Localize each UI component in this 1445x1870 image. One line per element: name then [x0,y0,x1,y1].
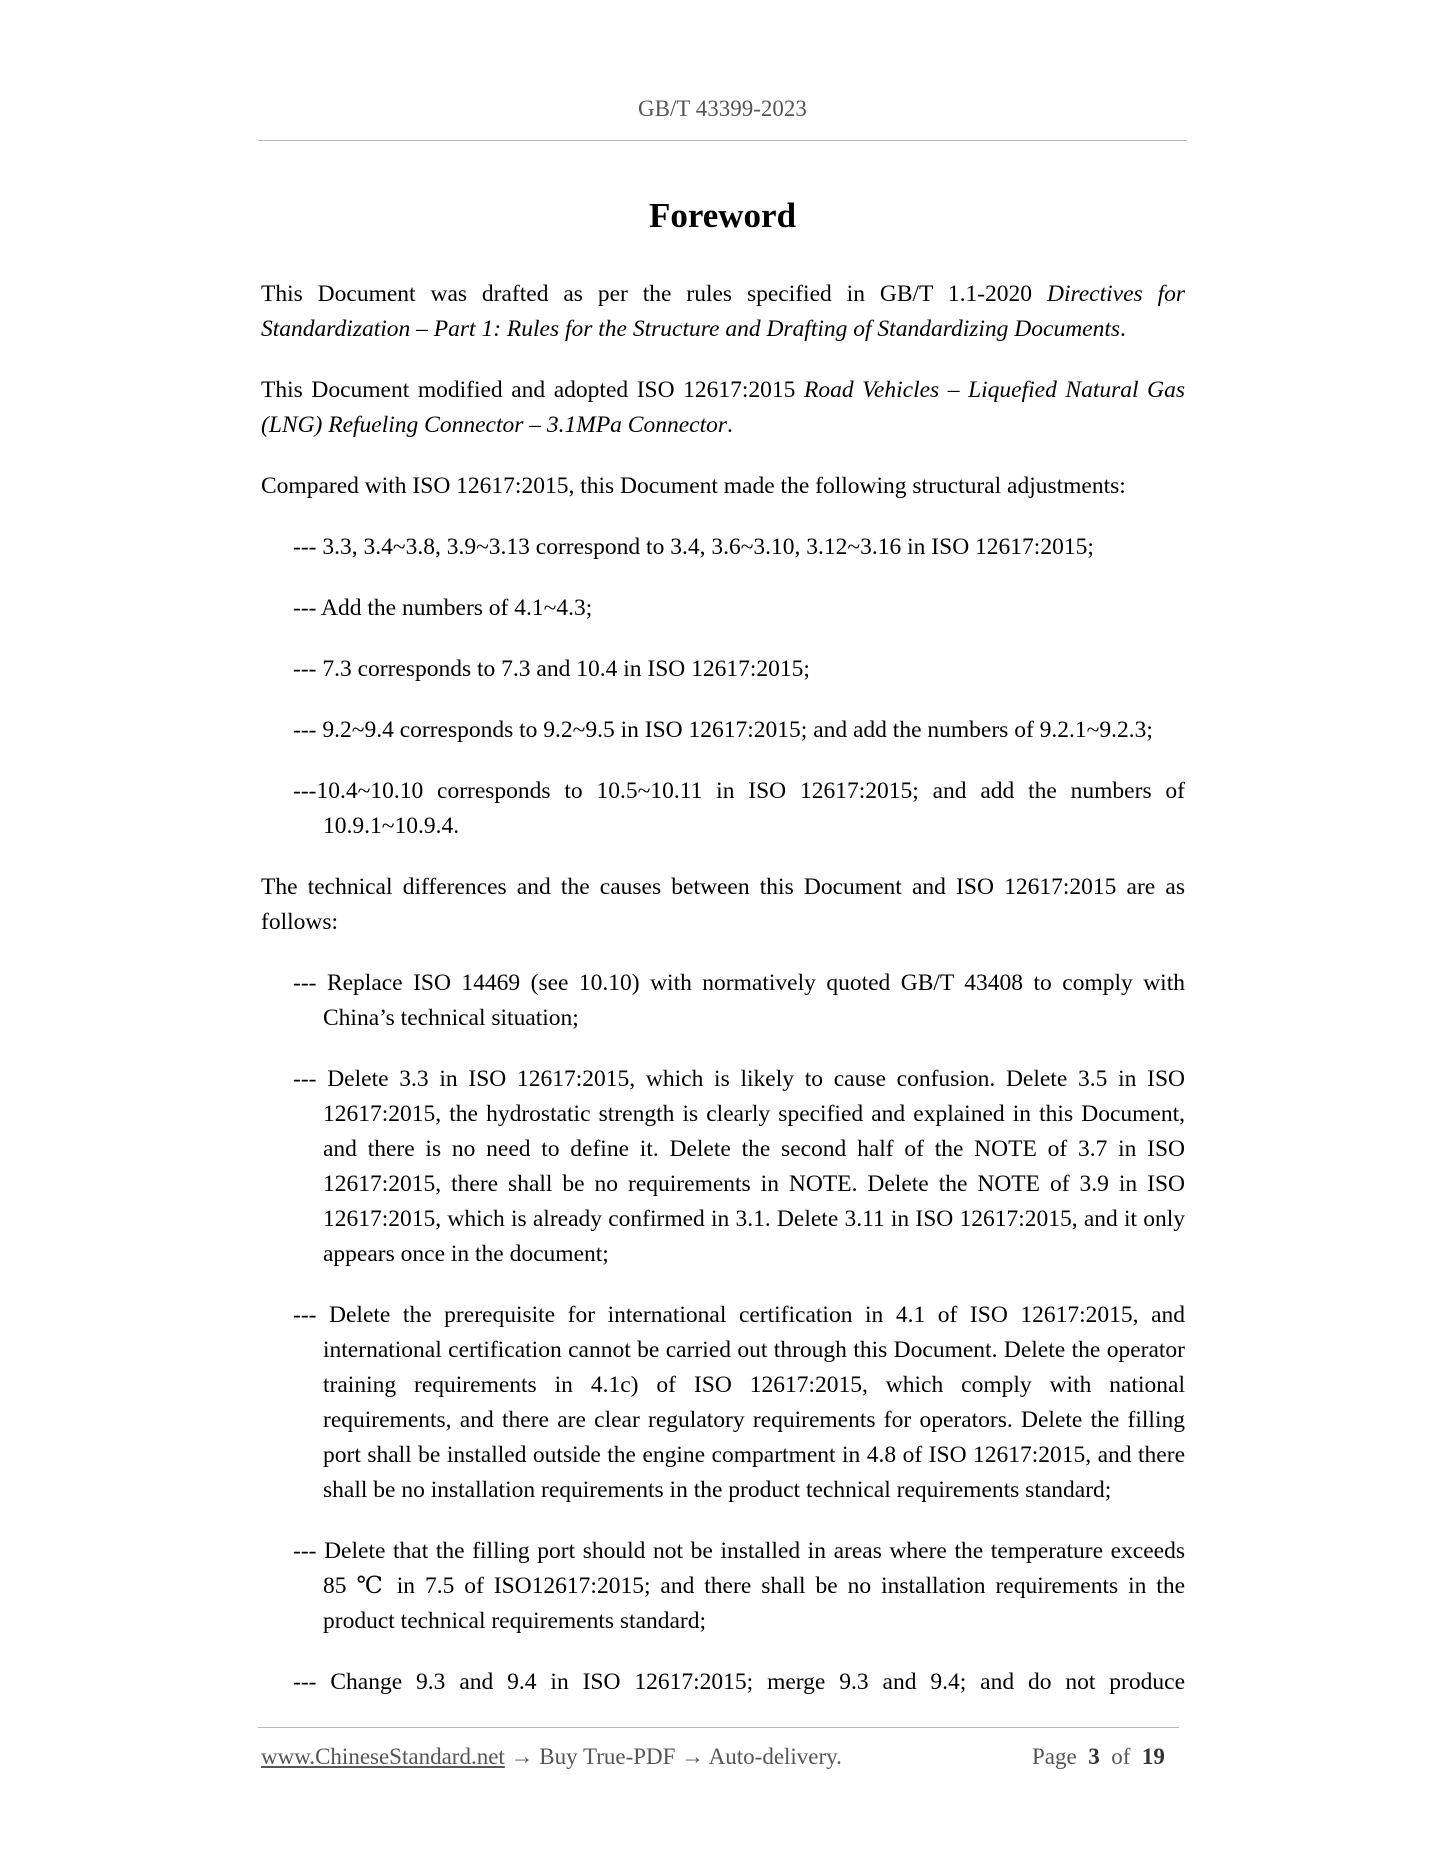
list-item: --- Delete that the filling port should not be installed in areas where the temperature exceeds 85 ℃ in 7.5 of ISO12617:2015; and there shall be no installation requirements in the product technical requirements standard; [293,1538,1185,1634]
list-item: ---10.4~10.10 corresponds to 10.5~10.11 in ISO 12617:2015; and add the numbers of 10.9.1~10.9.4. [293,778,1185,839]
paragraph-text: . [1120,316,1126,342]
structural-adjustments-list [261,530,1185,844]
standard-title-italic: Directives for Standardization – Part 1: Rules for the Structure and Drafting of Standardizing Documents [261,281,1185,342]
list-item: --- Replace ISO 14469 (see 10.10) with normatively quoted GB/T 43408 to comply with China’s technical situation; [293,970,1185,1031]
page-indicator [1032,1744,1165,1770]
promo-text: → Buy True-PDF → Auto-delivery. [504,1744,842,1769]
paragraph-text: This Document modified and adopted ISO 12617:2015 [261,377,804,403]
page-number: 3 [1088,1744,1100,1769]
of-label: of [1111,1744,1131,1769]
footer-promo [261,1744,842,1770]
technical-differences-list [261,966,1185,1700]
drafting-rules-paragraph [261,277,1185,347]
list-item: --- 7.3 corresponds to 7.3 and 10.4 in ISO 12617:2015; [293,656,810,682]
document-body [261,277,1185,1700]
footer-divider [258,1727,1179,1728]
paragraph-text: This Document was drafted as per the rules specified in GB/T 1.1-2020 [261,281,1047,307]
list-item: --- Change 9.3 and 9.4 in ISO 12617:2015; merge 9.3 and 9.4; and do not produce [293,1669,1185,1695]
list-item: --- Delete 3.3 in ISO 12617:2015, which is likely to cause confusion. Delete 3.5 in ISO 12617:2015, the hydrostatic strength is clearly specified and explained in this Document, and there is no need to define it. Delete the second half of the NOTE of 3.7 in ISO 12617:2015, there shall be no requirements in NOTE. Delete the NOTE of 3.9 in ISO 12617:2015, which is already confirmed in 3.1. Delete 3.11 in ISO 12617:2015, and it only appears once in the document; [293,1066,1185,1267]
header-divider [258,140,1187,141]
list-item: --- Delete the prerequisite for international certification in 4.1 of ISO 12617:2015, and international certification cannot be carried out through this Document. Delete the operator training requirements in 4.1c) of ISO 12617:2015, which comply with national requirements, and there are clear regulatory requirements for operators. Delete the filling port shall be installed outside the engine compartment in 4.8 of ISO 12617:2015, and there shall be no installation requirements in the product technical requirements standard; [293,1302,1185,1503]
list-item: --- Add the numbers of 4.1~4.3; [293,595,593,621]
list-item: --- 3.3, 3.4~3.8, 3.9~3.13 correspond to 3.4, 3.6~3.10, 3.12~3.16 in ISO 12617:2015; [293,534,1094,560]
site-link[interactable]: www.ChineseStandard.net [261,1744,505,1769]
standard-title-italic: Road Vehicles – Liquefied Natural Gas (LNG) Refueling Connector – 3.1MPa Connector [261,377,1185,438]
page-title: Foreword [648,196,797,235]
document-code-header: GB/T 43399-2023 [638,96,807,121]
structural-adjustments-intro: Compared with ISO 12617:2015, this Document made the following structural adjustments: [261,473,1126,499]
total-pages: 19 [1141,1744,1165,1769]
page-label: Page [1032,1744,1077,1769]
adoption-paragraph [261,373,1185,443]
technical-differences-intro: The technical differences and the causes between this Document and ISO 12617:2015 are as follows: [261,874,1185,935]
list-item: --- 9.2~9.4 corresponds to 9.2~9.5 in ISO 12617:2015; and add the numbers of 9.2.1~9.2.3; [293,717,1153,743]
paragraph-text: . [727,412,733,438]
